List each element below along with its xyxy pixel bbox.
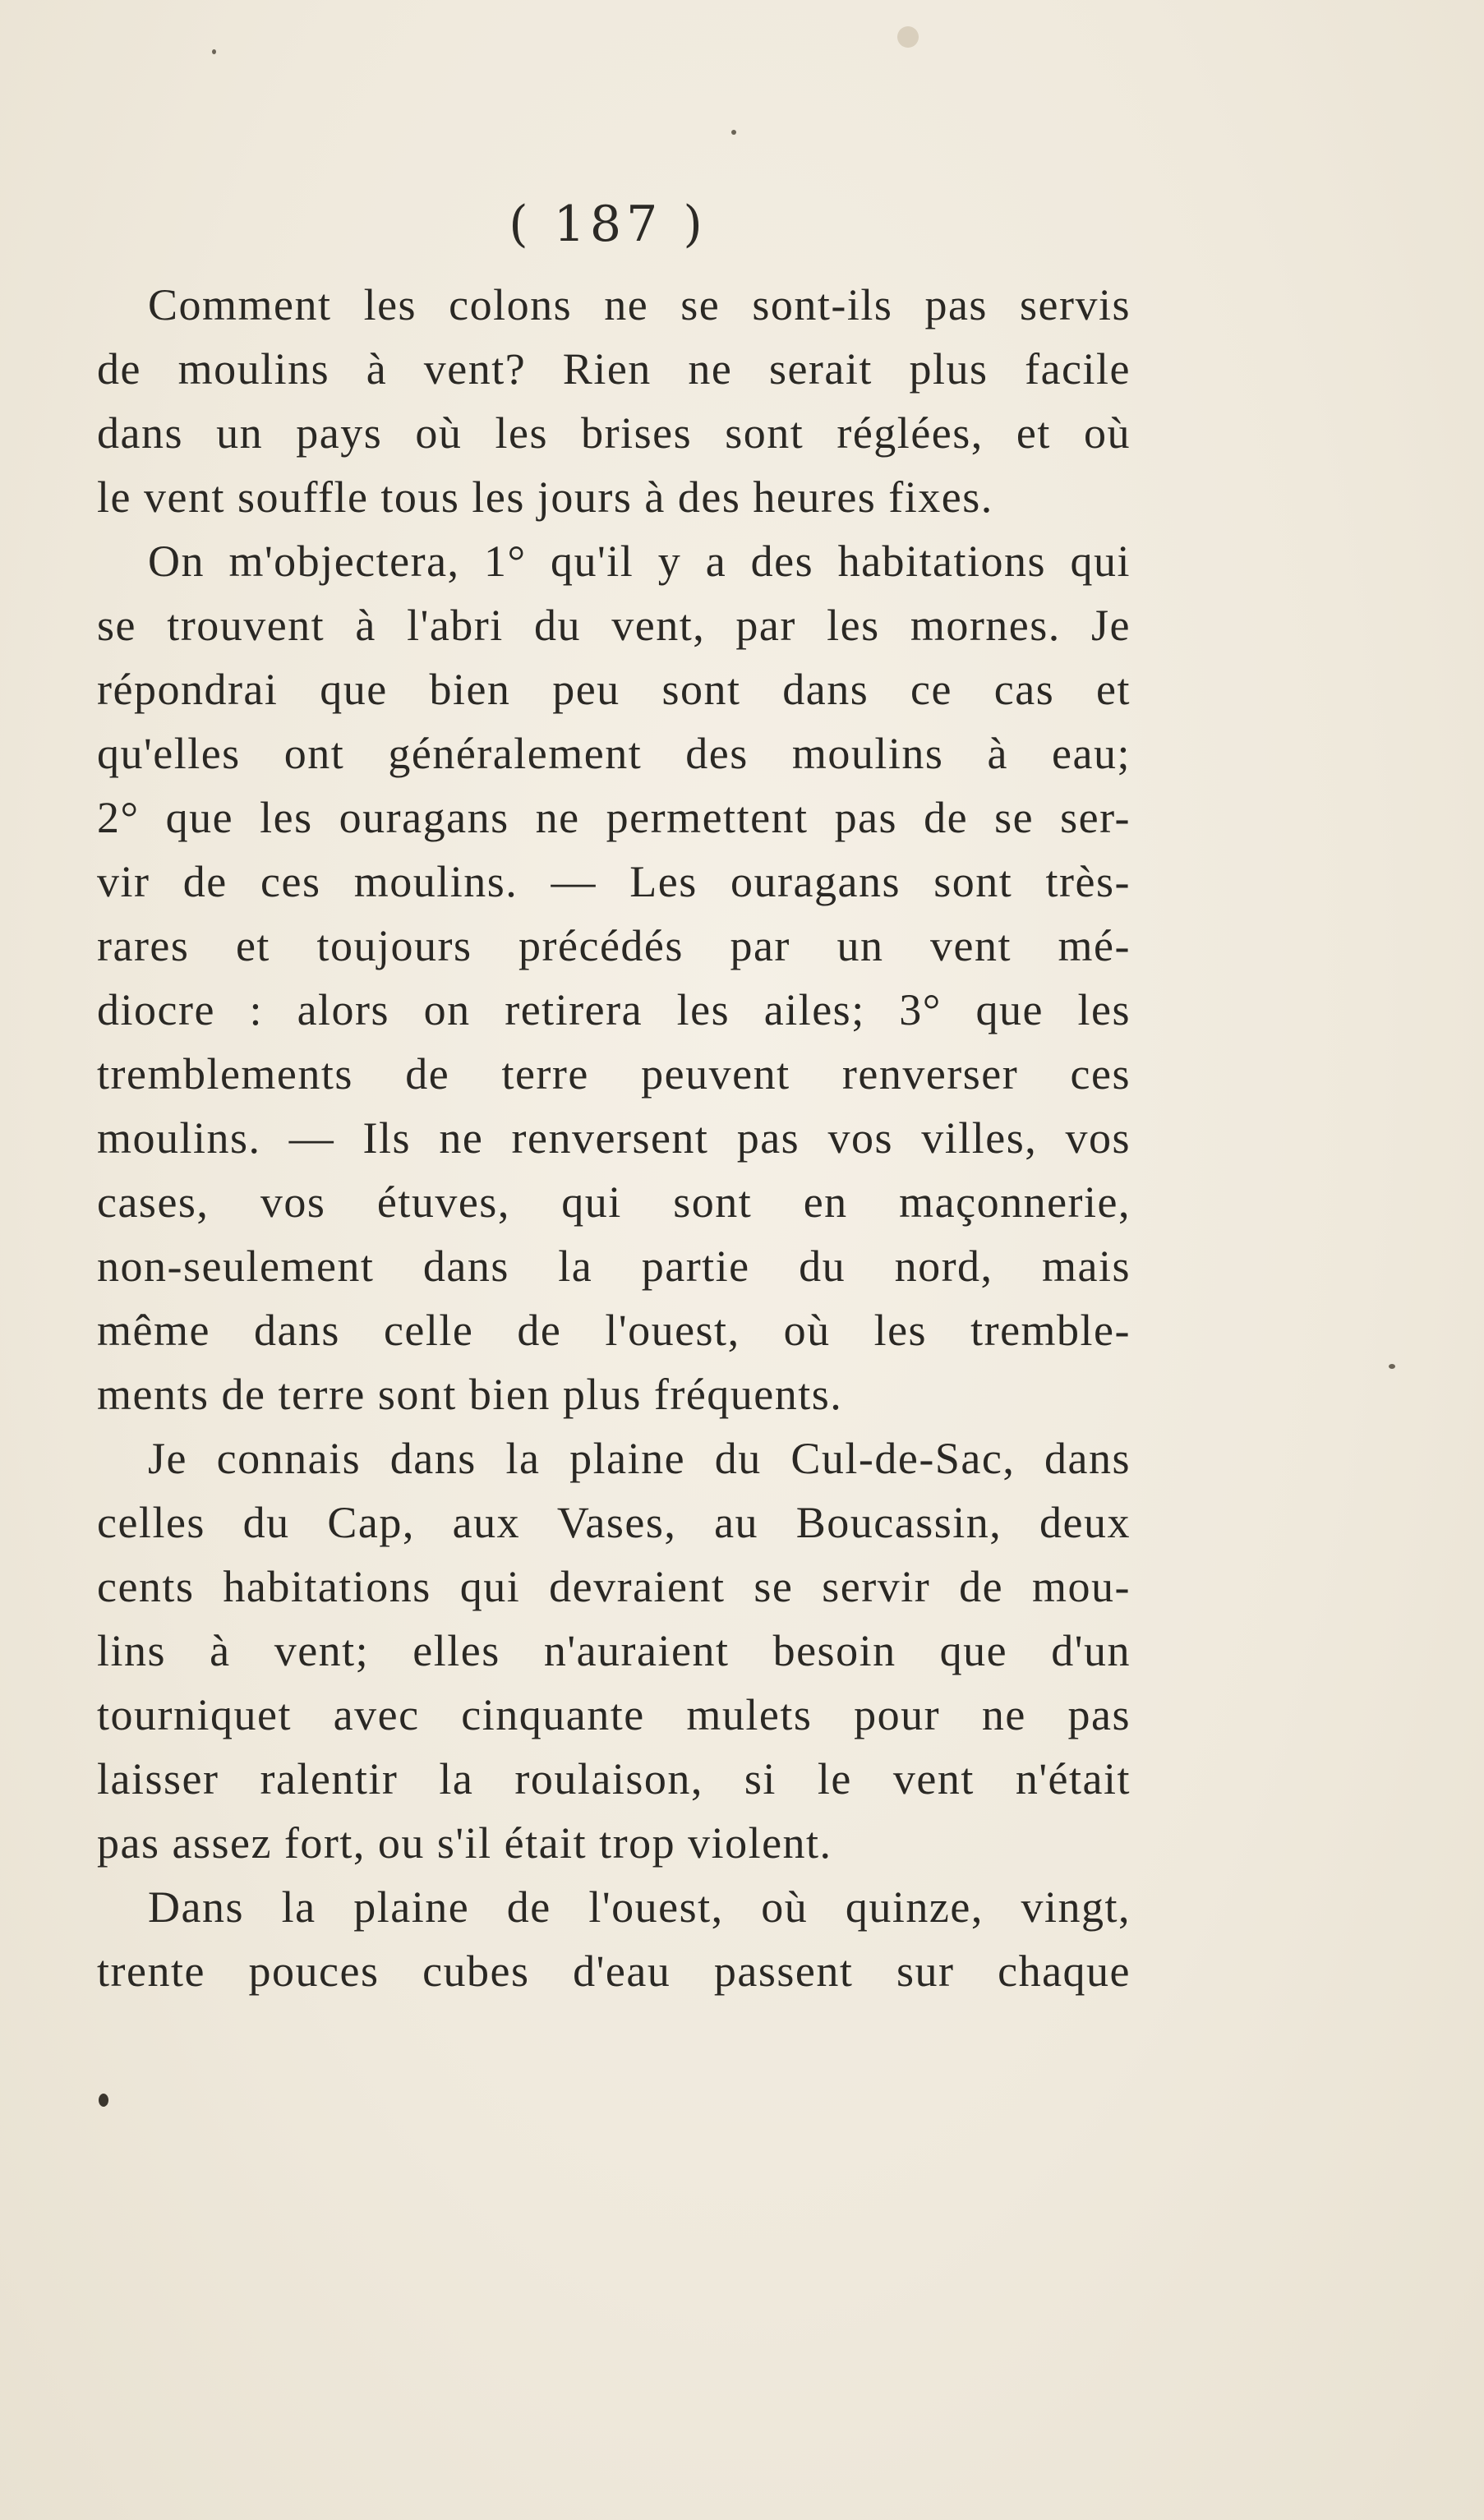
text-line: diocre : alors on retirera les ailes; 3° que les [97,985,1131,1034]
paper-speck [731,130,736,135]
text-line: 2° que les ouragans ne permettent pas de se ser- [97,793,1131,842]
text-line: lins à vent; elles n'auraient besoin que d'un [97,1626,1131,1675]
text-line: celles du Cap, aux Vases, au Boucassin, deux [97,1498,1131,1547]
text-line: Je connais dans la plaine du Cul-de-Sac, dans [148,1434,1131,1483]
paper-speck [99,2094,108,2107]
text-line: cents habitations qui devraient se servir de mou- [97,1562,1131,1611]
text-line: vir de ces moulins. — Les ouragans sont très- [97,857,1131,906]
body-text [97,273,1131,2003]
text-line: de moulins à vent? Rien ne serait plus facile [97,344,1131,394]
paper-speck [897,26,919,48]
paper-speck [1389,1364,1395,1369]
text-line: On m'objectera, 1° qu'il y a des habitations qui [148,537,1131,586]
text-line: Comment les colons ne se sont-ils pas servis [148,280,1131,329]
text-line: pas assez fort, ou s'il était trop violent. [97,1818,832,1868]
text-line: trente pouces cubes d'eau passent sur chaque [97,1946,1131,1996]
text-line: moulins. — Ils ne renversent pas vos villes, vos [97,1113,1131,1163]
text-line: tremblements de terre peuvent renverser ces [97,1049,1131,1099]
text-line: dans un pays où les brises sont réglées, et où [97,408,1131,458]
text-line: rares et toujours précédés par un vent mé- [97,921,1131,970]
text-line: qu'elles ont généralement des moulins à eau; [97,729,1131,778]
text-line: cases, vos étuves, qui sont en maçonnerie, [97,1177,1131,1227]
text-line: le vent souffle tous les jours à des heures fixes. [97,472,993,522]
text-line: Dans la plaine de l'ouest, où quinze, vingt, [148,1882,1131,1932]
text-line: tourniquet avec cinquante mulets pour ne pas [97,1690,1131,1739]
page-number: ( 187 ) [509,196,707,253]
text-line: laisser ralentir la roulaison, si le vent n'était [97,1754,1131,1804]
text-line: répondrai que bien peu sont dans ce cas et [97,665,1131,714]
text-line: se trouvent à l'abri du vent, par les mornes. Je [97,601,1131,650]
paper-speck [212,49,216,54]
text-line: non-seulement dans la partie du nord, mais [97,1242,1131,1291]
text-line: même dans celle de l'ouest, où les tremble- [97,1306,1131,1355]
text-line: ments de terre sont bien plus fréquents. [97,1370,843,1419]
